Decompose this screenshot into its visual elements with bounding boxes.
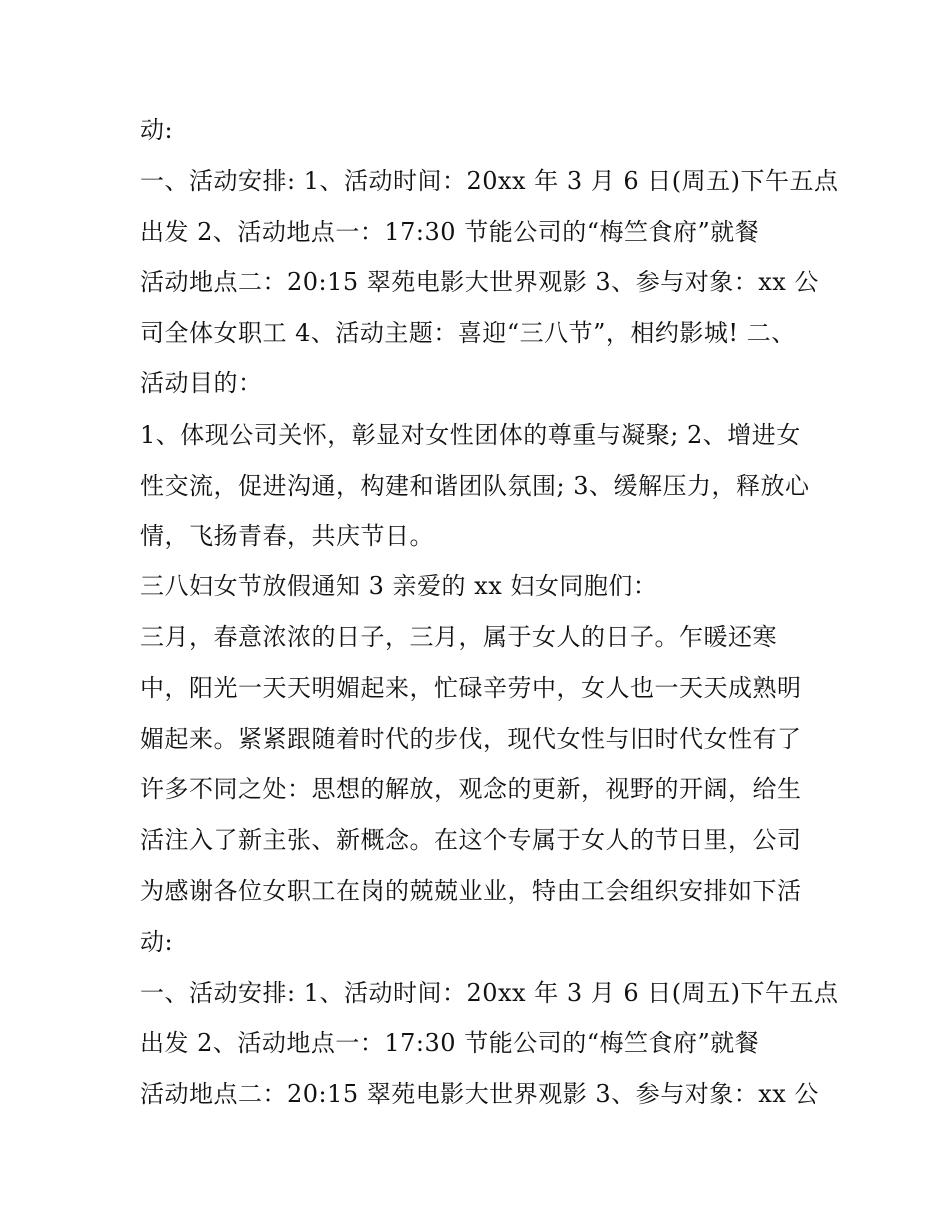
text-line: 活动目的：: [140, 369, 263, 397]
text-line: 出发 2、活动地点一：17:30 节能公司的“梅竺食府”就餐: [140, 1029, 760, 1057]
text-line: 为感谢各位女职工在岗的兢兢业业，特由工会组织安排如下活: [140, 877, 802, 905]
text-line: 活动地点二：20:15 翠苑电影大世界观影 3、参与对象：xx 公: [140, 268, 819, 296]
text-line: 司全体女职工 4、活动主题：喜迎“三八节”，相约影城! 二、: [140, 319, 796, 347]
text-line: 动:: [140, 928, 174, 956]
text-line: 活注入了新主张、新概念。在这个专属于女人的节日里，公司: [140, 826, 802, 854]
text-line: 性交流，促进沟通，构建和谐团队氛围; 3、缓解压力，释放心: [140, 472, 810, 500]
text-line: 中，阳光一天天明媚起来，忙碌辛劳中，女人也一天天成熟明: [140, 674, 802, 702]
text-line: 一、活动安排: 1、活动时间：20xx 年 3 月 6 日(周五)下午五点: [140, 167, 839, 195]
text-line: 三八妇女节放假通知 3 亲爱的 xx 妇女同胞们：: [140, 572, 658, 600]
text-line: 情，飞扬青春，共庆节日。: [140, 522, 434, 550]
text-line: 出发 2、活动地点一：17:30 节能公司的“梅竺食府”就餐: [140, 218, 760, 246]
text-line: 三月，春意浓浓的日子，三月，属于女人的日子。乍暖还寒: [140, 623, 777, 651]
text-line: 活动地点二：20:15 翠苑电影大世界观影 3、参与对象：xx 公: [140, 1080, 819, 1108]
text-line: 动:: [140, 116, 174, 144]
text-line: 一、活动安排: 1、活动时间：20xx 年 3 月 6 日(周五)下午五点: [140, 979, 839, 1007]
text-line: 1、体现公司关怀，彰显对女性团体的尊重与凝聚; 2、增进女: [140, 421, 801, 449]
text-line: 媚起来。紧紧跟随着时代的步伐，现代女性与旧时代女性有了: [140, 725, 802, 753]
text-line: 许多不同之处：思想的解放，观念的更新，视野的开阔，给生: [140, 775, 802, 803]
